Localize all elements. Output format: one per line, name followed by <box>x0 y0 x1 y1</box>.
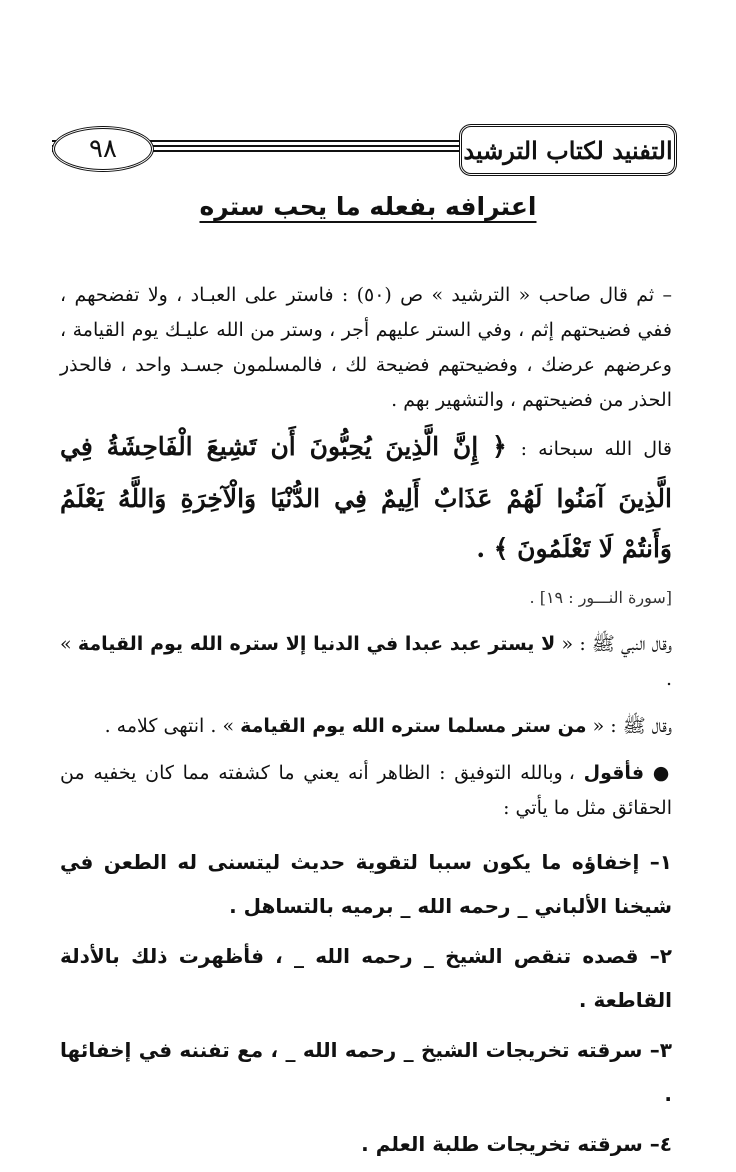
page-number: ٩٨ <box>52 126 154 172</box>
hadith-2-end: » . انتهى كلامه . <box>104 715 235 737</box>
hadith-1 <box>60 627 672 697</box>
page-header <box>52 118 677 182</box>
list-item: ٣– سرقته تخريجات الشيخ _ رحمه الله _ ، مع تفننه في إخفائها . <box>60 1038 672 1106</box>
book-title: التفنيد لكتاب الترشيد <box>459 124 677 176</box>
hadith-2-intro: وقال ﷺ : « <box>592 715 672 737</box>
paragraph-quote: – ثم قال صاحب « الترشيد » ص (٥٠) : فاستر على العبـاد ، ولا تفضحهم ، ففي فضيحتهم إثم ، وفي الستر عليهم أجر ، وستر من الله عليـك يوم القيامة ، وعرضهم عرضك ، وفضيحتهم فضيحة لك ، فالمسلمون جسـد واحد ، فالحذر الحذر من فضيحتهم ، والتشهير بهم . <box>60 284 672 411</box>
response-text: ، وبالله التوفيق : الظاهر أنه يعني ما كشفته مما كان يخفيه من الحقائق مثل ما يأتي : <box>60 762 672 819</box>
section-heading: اعترافه بفعله ما يحب ستره <box>199 192 537 221</box>
hadith-1-end: » . <box>60 633 672 690</box>
hadith-1-intro: وقال النبي ﷺ : « <box>561 633 672 655</box>
response-lead: فأقول <box>583 762 645 784</box>
quran-intro: قال الله سبحانه : <box>520 438 672 460</box>
hadith-2-text: من ستر مسلما ستره الله يوم القيامة <box>240 715 587 737</box>
bullet-icon: ● <box>652 762 672 784</box>
list-item: ١– إخفاؤه ما يكون سببا لتقوية حديث ليتسنى له الطعن في شيخنا الألباني _ رحمه الله _ برميه بالتساهل . <box>60 850 672 918</box>
quran-text: ﴿ إِنَّ الَّذِينَ يُحِبُّونَ أَن تَشِيعَ الْفَاحِشَةُ فِي الَّذِينَ آمَنُوا لَهُمْ عَذَابٌ أَلِيمٌ فِي الدُّنْيَا وَالْآخِرَةِ وَاللَّهُ يَعْلَمُ وَأَنتُمْ لَا تَعْلَمُونَ ﴾ . <box>60 432 672 563</box>
hadith-1-text: لا يستر عبد عبدا في الدنيا إلا ستره الله يوم القيامة <box>77 633 556 655</box>
quran-verse <box>60 422 672 574</box>
hadith-2 <box>60 709 672 744</box>
response-paragraph <box>60 756 672 826</box>
quran-reference: [سورة النـــور : ١٩] . <box>529 588 672 607</box>
main-content <box>60 278 672 1166</box>
list-item: ٢– قصده تنقص الشيخ _ رحمه الله _ ، فأظهرت ذلك بالأدلة القاطعة . <box>60 944 672 1012</box>
list-item: ٤– سرقته تخريجات طلبة العلم . <box>361 1132 672 1156</box>
